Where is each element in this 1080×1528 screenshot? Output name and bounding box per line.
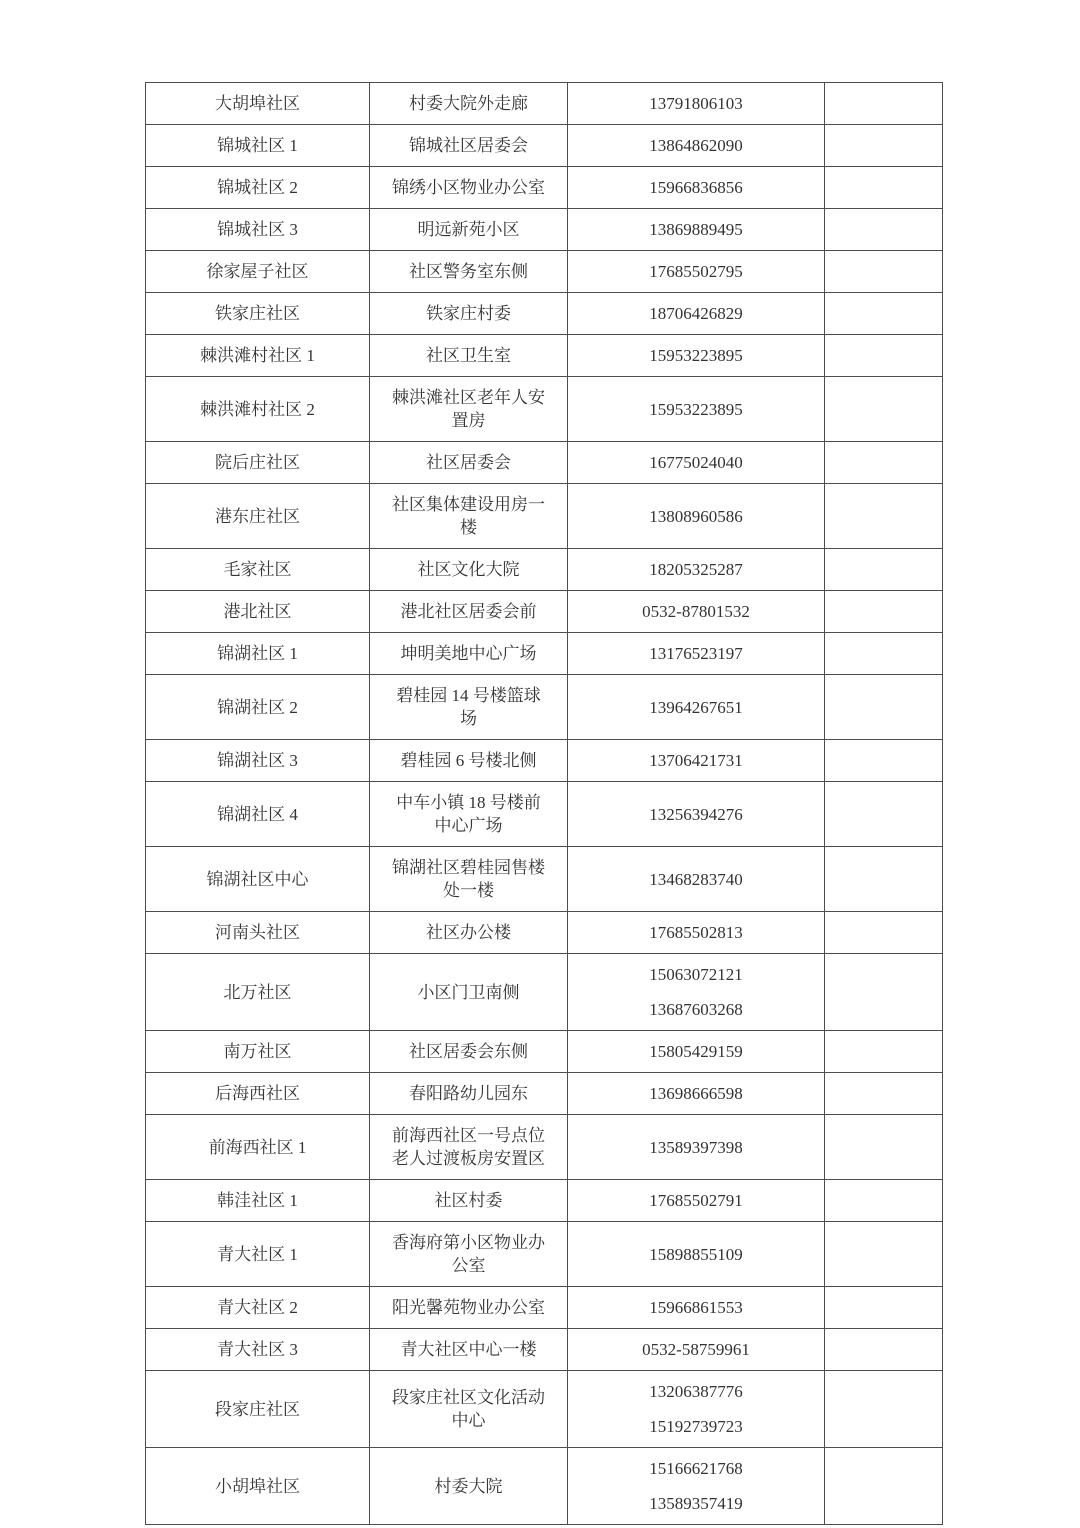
notes-cell-empty [825,1073,943,1115]
community-cell: 前海西社区 1 [146,1115,370,1180]
table-row [146,1073,943,1115]
notes-cell-empty [825,633,943,675]
table-row [146,1031,943,1073]
notes-cell-empty [825,1115,943,1180]
location-cell: 碧桂园 14 号楼篮球场 [370,675,568,740]
location-cell: 锦湖社区碧桂园售楼处一楼 [370,847,568,912]
notes-cell-empty [825,335,943,377]
phone-number: 15898855109 [649,1244,743,1264]
location-cell: 中车小镇 18 号楼前中心广场 [370,782,568,847]
community-cell: 后海西社区 [146,1073,370,1115]
phone-number: 17685502795 [649,262,743,281]
phone-number: 13698666598 [649,1084,743,1103]
community-cell: 南万社区 [146,1031,370,1073]
community-cell: 北万社区 [146,954,370,1031]
community-contact-table [145,82,943,1525]
phone-number: 13256394276 [649,804,743,824]
table-row [146,209,943,251]
notes-cell-empty [825,442,943,484]
community-cell: 青大社区 1 [146,1222,370,1287]
phone-cell [568,209,825,251]
phone-cell [568,740,825,782]
phone-number: 13687603268 [649,1000,743,1019]
location-cell: 村委大院 [370,1448,568,1525]
community-cell: 青大社区 3 [146,1329,370,1371]
location-cell: 社区居委会东侧 [370,1031,568,1073]
community-cell: 小胡埠社区 [146,1448,370,1525]
phone-number: 15063072121 [649,965,743,984]
community-cell: 锦城社区 1 [146,125,370,167]
table-row [146,740,943,782]
table-row [146,335,943,377]
notes-cell-empty [825,1180,943,1222]
contact-table-body [146,83,943,1525]
phone-cell [568,335,825,377]
location-cell: 阳光馨苑物业办公室 [370,1287,568,1329]
community-cell: 锦湖社区中心 [146,847,370,912]
community-cell: 锦湖社区 4 [146,782,370,847]
community-cell: 锦湖社区 2 [146,675,370,740]
community-cell: 段家庄社区 [146,1371,370,1448]
location-cell: 社区集体建设用房一楼 [370,484,568,549]
phone-number: 13206387776 [649,1382,743,1401]
phone-cell [568,847,825,912]
phone-number: 18706426829 [649,304,743,323]
community-cell: 青大社区 2 [146,1287,370,1329]
notes-cell-empty [825,782,943,847]
table-row [146,125,943,167]
phone-number: 15166621768 [649,1459,743,1478]
notes-cell-empty [825,675,943,740]
phone-cell [568,167,825,209]
phone-cell [568,377,825,442]
phone-number: 13791806103 [649,94,743,113]
notes-cell-empty [825,1222,943,1287]
table-row [146,484,943,549]
table-row [146,167,943,209]
phone-number: 15805429159 [649,1042,743,1061]
phone-cell [568,1073,825,1115]
phone-number: 15966836856 [649,178,743,197]
phone-cell [568,293,825,335]
location-cell: 锦城社区居委会 [370,125,568,167]
table-row [146,847,943,912]
location-cell: 社区卫生室 [370,335,568,377]
notes-cell-empty [825,209,943,251]
community-cell: 锦城社区 2 [146,167,370,209]
notes-cell-empty [825,912,943,954]
phone-number: 0532-87801532 [642,602,750,621]
phone-cell [568,125,825,167]
phone-number: 13869889495 [649,220,743,239]
community-cell: 大胡埠社区 [146,83,370,125]
notes-cell-empty [825,377,943,442]
table-row [146,251,943,293]
location-cell: 锦绣小区物业办公室 [370,167,568,209]
community-cell: 锦湖社区 3 [146,740,370,782]
phone-cell [568,251,825,293]
table-row [146,1329,943,1371]
community-cell: 院后庄社区 [146,442,370,484]
phone-number: 13808960586 [649,506,743,526]
location-cell: 段家庄社区文化活动中心 [370,1371,568,1448]
community-cell: 棘洪滩村社区 2 [146,377,370,442]
notes-cell-empty [825,484,943,549]
community-cell: 徐家屋子社区 [146,251,370,293]
phone-number: 13176523197 [649,644,743,663]
phone-cell [568,633,825,675]
phone-cell [568,1031,825,1073]
community-cell: 河南头社区 [146,912,370,954]
notes-cell-empty [825,293,943,335]
phone-cell [568,442,825,484]
phone-cell [568,549,825,591]
table-row [146,442,943,484]
phone-cell [568,83,825,125]
table-row [146,591,943,633]
location-cell: 青大社区中心一楼 [370,1329,568,1371]
notes-cell-empty [825,591,943,633]
location-cell: 香海府第小区物业办公室 [370,1222,568,1287]
phone-cell [568,1180,825,1222]
notes-cell-empty [825,167,943,209]
table-row [146,1371,943,1448]
table-row [146,954,943,1031]
location-cell: 社区居委会 [370,442,568,484]
table-row [146,1180,943,1222]
table-row [146,549,943,591]
location-cell: 坤明美地中心广场 [370,633,568,675]
location-cell: 小区门卫南侧 [370,954,568,1031]
phone-cell [568,1287,825,1329]
location-cell: 港北社区居委会前 [370,591,568,633]
phone-number: 13589397398 [649,1137,743,1157]
community-cell: 韩洼社区 1 [146,1180,370,1222]
notes-cell-empty [825,1031,943,1073]
phone-number: 18205325287 [649,560,743,579]
table-row [146,1222,943,1287]
location-cell: 社区村委 [370,1180,568,1222]
table-row [146,633,943,675]
community-cell: 棘洪滩村社区 1 [146,335,370,377]
phone-number: 15953223895 [649,346,743,365]
table-row [146,675,943,740]
phone-cell [568,782,825,847]
location-cell: 社区文化大院 [370,549,568,591]
table-row [146,1115,943,1180]
phone-number: 13468283740 [649,869,743,889]
phone-number: 13706421731 [649,751,743,770]
phone-number: 17685502791 [649,1191,743,1210]
table-row [146,293,943,335]
phone-number: 0532-58759961 [642,1340,750,1359]
phone-number: 16775024040 [649,453,743,472]
phone-cell [568,1371,825,1448]
table-row [146,1287,943,1329]
community-cell: 铁家庄社区 [146,293,370,335]
phone-cell [568,591,825,633]
location-cell: 明远新苑小区 [370,209,568,251]
phone-number: 15966861553 [649,1298,743,1317]
phone-cell [568,1115,825,1180]
phone-cell [568,484,825,549]
phone-cell [568,912,825,954]
location-cell: 社区办公楼 [370,912,568,954]
notes-cell-empty [825,251,943,293]
notes-cell-empty [825,549,943,591]
notes-cell-empty [825,1448,943,1525]
table-row [146,912,943,954]
notes-cell-empty [825,83,943,125]
notes-cell-empty [825,1329,943,1371]
community-cell: 港东庄社区 [146,484,370,549]
notes-cell-empty [825,125,943,167]
phone-cell [568,1448,825,1525]
community-cell: 港北社区 [146,591,370,633]
community-cell: 锦湖社区 1 [146,633,370,675]
phone-number: 15953223895 [649,399,743,419]
table-row [146,1448,943,1525]
notes-cell-empty [825,740,943,782]
phone-cell [568,675,825,740]
location-cell: 前海西社区一号点位老人过渡板房安置区 [370,1115,568,1180]
table-row [146,782,943,847]
phone-cell [568,1222,825,1287]
phone-cell [568,1329,825,1371]
phone-number: 13864862090 [649,136,743,155]
phone-number: 13589357419 [649,1494,743,1513]
phone-cell [568,954,825,1031]
phone-number: 15192739723 [649,1417,743,1436]
location-cell: 铁家庄村委 [370,293,568,335]
community-cell: 毛家社区 [146,549,370,591]
notes-cell-empty [825,847,943,912]
community-cell: 锦城社区 3 [146,209,370,251]
location-cell: 碧桂园 6 号楼北侧 [370,740,568,782]
notes-cell-empty [825,1287,943,1329]
location-cell: 社区警务室东侧 [370,251,568,293]
phone-number: 13964267651 [649,697,743,717]
phone-number: 17685502813 [649,923,743,942]
location-cell: 棘洪滩社区老年人安置房 [370,377,568,442]
notes-cell-empty [825,954,943,1031]
table-row [146,83,943,125]
table-row [146,377,943,442]
location-cell: 春阳路幼儿园东 [370,1073,568,1115]
location-cell: 村委大院外走廊 [370,83,568,125]
notes-cell-empty [825,1371,943,1448]
